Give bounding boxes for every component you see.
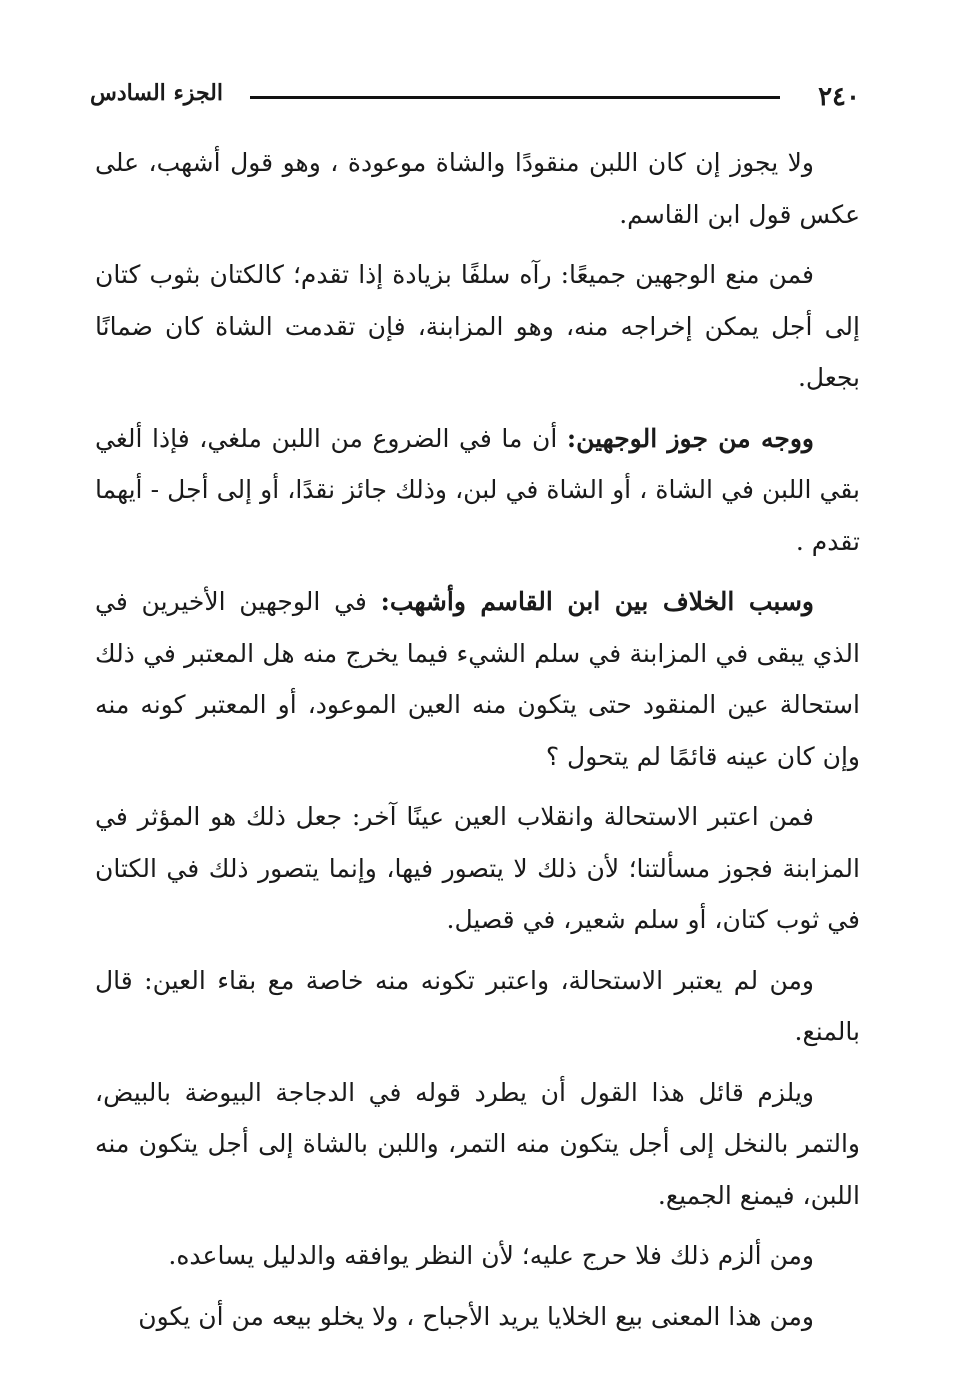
paragraph-text: أن ما في الضروع من اللبن ملغي، فإذا ألغي بقي اللبن في الشاة ، أو الشاة في لبن، وذلك جائز نقدًا، أو إلى أجل - أيهما تقدم . — [95, 423, 860, 556]
paragraph-text: ولا يجوز إن كان اللبن منقودًا والشاة موعودة ، وهو قول أشهب، على عكس قول ابن القاسم. — [95, 148, 860, 229]
paragraph-text: فمن منع الوجهين جميعًا: رآه سلفًا بزيادة إذا تقدم؛ كالكتان بثوب كتان إلى أجل يمكن إخراجه منه، وهو المزابنة، فإن تقدمت الشاة كان ضمانًا بجعل. — [95, 260, 860, 392]
paragraph-text: ومن لم يعتبر الاستحالة، واعتبر تكونه منه خاصة مع بقاء العين: قال بالمنع. — [95, 965, 860, 1046]
paragraph-7 — [95, 1067, 860, 1222]
header-rule — [250, 96, 780, 99]
paragraph-6 — [95, 955, 860, 1058]
paragraph-text: ومن هذا المعنى بيع الخلايا يريد الأجباح ، ولا يخلو بيعه من أن يكون — [138, 1301, 814, 1331]
body-text — [95, 137, 860, 1351]
paragraph-4 — [95, 576, 860, 782]
paragraph-text: ومن ألزم ذلك فلا حرج عليه؛ لأن النظر يوافقه والدليل يساعده. — [168, 1241, 814, 1270]
paragraph-1 — [95, 137, 860, 240]
paragraph-9 — [95, 1291, 860, 1343]
running-title: الجزء السادس — [90, 80, 223, 106]
paragraph-8 — [95, 1230, 860, 1282]
page-number: ٢٤٠ — [818, 82, 860, 112]
paragraph-text: ويلزم قائل هذا القول أن يطرد قوله في الدجاجة البيوضة بالبيض، والتمر بالنخل إلى أجل يتكون منه التمر، واللبن بالشاة إلى أجل يتكون منه اللبن، فيمنع الجميع. — [95, 1077, 860, 1210]
paragraph-3 — [95, 413, 860, 568]
paragraph-text: فمن اعتبر الاستحالة وانقلاب العين عينًا آخر: جعل ذلك هو المؤثر في المزابنة فجوز مسألتنا؛ لأن ذلك لا يتصور فيها، وإنما يتصور ذلك في الكتان في ثوب كتان، أو سلم شعير، في قصيل. — [95, 802, 860, 934]
paragraph-2 — [95, 249, 860, 404]
paragraph-lead: وسبب الخلاف بين ابن القاسم وأشهب: — [380, 587, 814, 616]
page-header — [90, 70, 860, 120]
paragraph-text: في الوجهين الأخيرين في الذي يبقى في المزابنة في سلم الشيء فيما يخرج منه هل المعتبر في ذلك استحالة عين المنقود حتى يتكون منه العين الموعود، أو المعتبر كونه منه وإن كان عينه قائمًا لم يتحول ؟ — [95, 587, 860, 771]
paragraph-lead: ووجه من جوز الوجهين: — [566, 423, 814, 453]
paragraph-5 — [95, 791, 860, 946]
